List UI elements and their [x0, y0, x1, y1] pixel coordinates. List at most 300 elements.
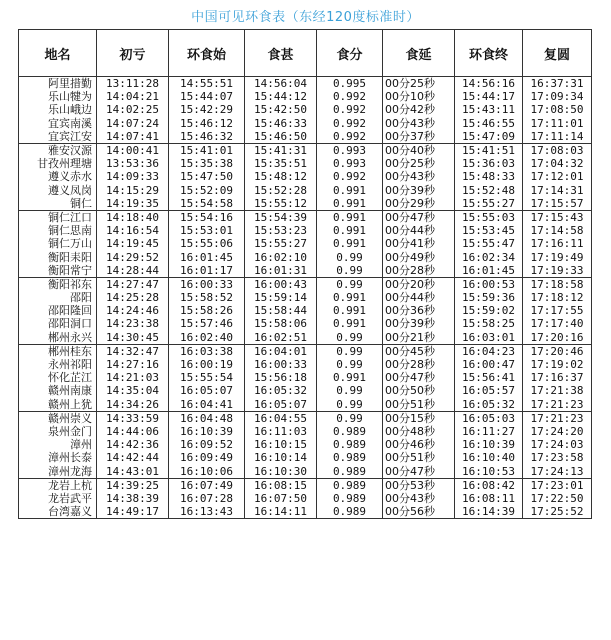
cell-duration: 00分51秒	[383, 451, 455, 464]
table-row	[19, 77, 592, 91]
cell-duration: 00分53秒	[383, 478, 455, 492]
table-row	[19, 438, 592, 451]
cell-maximum: 15:35:51	[245, 157, 317, 170]
cell-annular-end: 15:46:55	[455, 117, 523, 130]
table-row	[19, 130, 592, 144]
cell-maximum: 16:04:01	[245, 344, 317, 358]
cell-place: 漳州长泰	[19, 451, 97, 464]
cell-annular-start: 15:44:07	[169, 90, 245, 103]
cell-first-contact: 14:35:04	[97, 384, 169, 397]
header-row	[19, 30, 592, 77]
cell-last-contact: 17:21:23	[523, 411, 592, 425]
table-row	[19, 358, 592, 371]
cell-maximum: 15:55:12	[245, 197, 317, 211]
cell-duration: 00分56秒	[383, 505, 455, 519]
cell-annular-start: 16:13:43	[169, 505, 245, 519]
cell-place: 漳州龙海	[19, 464, 97, 478]
cell-first-contact: 14:19:35	[97, 197, 169, 211]
table-row	[19, 210, 592, 224]
cell-annular-start: 15:35:38	[169, 157, 245, 170]
cell-last-contact: 17:15:57	[523, 197, 592, 211]
cell-duration: 00分44秒	[383, 224, 455, 237]
table-row	[19, 170, 592, 183]
cell-place: 永州祁阳	[19, 358, 97, 371]
cell-last-contact: 17:12:01	[523, 170, 592, 183]
table-title: 中国可见环食表（东经120度标准时）	[191, 10, 420, 25]
cell-annular-start: 15:47:50	[169, 170, 245, 183]
cell-annular-start: 16:04:41	[169, 398, 245, 412]
cell-annular-end: 14:56:16	[455, 77, 523, 91]
cell-duration: 00分41秒	[383, 237, 455, 250]
cell-place: 乐山犍为	[19, 90, 97, 103]
cell-maximum: 16:02:10	[245, 250, 317, 263]
cell-maximum: 15:46:50	[245, 130, 317, 144]
cell-maximum: 16:00:33	[245, 358, 317, 371]
cell-duration: 00分25秒	[383, 77, 455, 91]
cell-first-contact: 14:34:26	[97, 398, 169, 412]
cell-annular-end: 15:58:25	[455, 317, 523, 330]
cell-place: 铜仁江口	[19, 210, 97, 224]
cell-first-contact: 14:00:41	[97, 143, 169, 157]
cell-annular-end: 15:48:33	[455, 170, 523, 183]
cell-annular-start: 15:53:01	[169, 224, 245, 237]
cell-first-contact: 14:49:17	[97, 505, 169, 519]
cell-place: 衡阳祁东	[19, 277, 97, 291]
table-row	[19, 384, 592, 397]
cell-first-contact: 14:43:01	[97, 464, 169, 478]
cell-place: 铜仁	[19, 197, 97, 211]
cell-maximum: 15:44:12	[245, 90, 317, 103]
cell-magnitude: 0.99	[317, 264, 383, 278]
cell-place: 遵义凤岗	[19, 184, 97, 197]
cell-annular-start: 15:42:29	[169, 103, 245, 116]
cell-annular-start: 16:07:28	[169, 492, 245, 505]
cell-last-contact: 17:16:11	[523, 237, 592, 250]
cell-duration: 00分49秒	[383, 250, 455, 263]
cell-annular-start: 15:58:52	[169, 291, 245, 304]
cell-first-contact: 14:02:25	[97, 103, 169, 116]
cell-annular-end: 15:55:27	[455, 197, 523, 211]
cell-first-contact: 14:15:29	[97, 184, 169, 197]
cell-last-contact: 17:19:49	[523, 250, 592, 263]
cell-annular-end: 15:59:36	[455, 291, 523, 304]
header-annular-end: 环食终	[455, 30, 523, 77]
cell-annular-end: 15:52:48	[455, 184, 523, 197]
cell-annular-end: 16:11:27	[455, 425, 523, 438]
cell-first-contact: 14:24:46	[97, 304, 169, 317]
cell-annular-start: 16:05:07	[169, 384, 245, 397]
cell-magnitude: 0.99	[317, 358, 383, 371]
cell-place: 赣州上犹	[19, 398, 97, 412]
cell-first-contact: 13:53:36	[97, 157, 169, 170]
table-row	[19, 90, 592, 103]
cell-annular-start: 16:07:49	[169, 478, 245, 492]
cell-annular-end: 15:43:11	[455, 103, 523, 116]
cell-maximum: 16:00:43	[245, 277, 317, 291]
cell-annular-start: 16:00:33	[169, 277, 245, 291]
cell-annular-end: 16:10:53	[455, 464, 523, 478]
cell-place: 阿里措勤	[19, 77, 97, 91]
header-duration: 食延	[383, 30, 455, 77]
cell-magnitude: 0.993	[317, 157, 383, 170]
header-magnitude: 食分	[317, 30, 383, 77]
cell-last-contact: 17:08:50	[523, 103, 592, 116]
cell-maximum: 15:54:39	[245, 210, 317, 224]
table-row	[19, 197, 592, 211]
cell-maximum: 15:41:31	[245, 143, 317, 157]
cell-annular-start: 15:52:09	[169, 184, 245, 197]
cell-magnitude: 0.99	[317, 344, 383, 358]
cell-magnitude: 0.989	[317, 451, 383, 464]
cell-annular-start: 15:55:06	[169, 237, 245, 250]
cell-duration: 00分45秒	[383, 344, 455, 358]
table-row	[19, 117, 592, 130]
table-row	[19, 277, 592, 291]
cell-magnitude: 0.993	[317, 143, 383, 157]
cell-last-contact: 17:15:43	[523, 210, 592, 224]
cell-magnitude: 0.99	[317, 250, 383, 263]
cell-first-contact: 14:33:59	[97, 411, 169, 425]
cell-magnitude: 0.99	[317, 331, 383, 345]
header-first-contact: 初亏	[97, 30, 169, 77]
cell-annular-end: 15:41:51	[455, 143, 523, 157]
cell-annular-start: 16:01:17	[169, 264, 245, 278]
cell-magnitude: 0.989	[317, 478, 383, 492]
cell-annular-start: 15:46:32	[169, 130, 245, 144]
cell-duration: 00分21秒	[383, 331, 455, 345]
cell-annular-end: 16:00:47	[455, 358, 523, 371]
cell-duration: 00分39秒	[383, 317, 455, 330]
cell-annular-end: 15:47:09	[455, 130, 523, 144]
header-annular-start: 环食始	[169, 30, 245, 77]
cell-annular-end: 15:53:45	[455, 224, 523, 237]
cell-last-contact: 17:09:34	[523, 90, 592, 103]
cell-magnitude: 0.989	[317, 425, 383, 438]
cell-first-contact: 14:23:38	[97, 317, 169, 330]
cell-maximum: 16:10:30	[245, 464, 317, 478]
cell-duration: 00分47秒	[383, 464, 455, 478]
cell-maximum: 16:04:55	[245, 411, 317, 425]
cell-magnitude: 0.995	[317, 77, 383, 91]
header-last-contact: 复圆	[523, 30, 592, 77]
cell-maximum: 15:56:18	[245, 371, 317, 384]
cell-last-contact: 17:24:20	[523, 425, 592, 438]
cell-last-contact: 17:24:03	[523, 438, 592, 451]
cell-annular-end: 15:44:17	[455, 90, 523, 103]
cell-duration: 00分47秒	[383, 371, 455, 384]
cell-maximum: 15:59:14	[245, 291, 317, 304]
cell-magnitude: 0.992	[317, 90, 383, 103]
table-row	[19, 184, 592, 197]
table-row	[19, 451, 592, 464]
cell-duration: 00分40秒	[383, 143, 455, 157]
cell-last-contact: 17:20:46	[523, 344, 592, 358]
table-row	[19, 478, 592, 492]
cell-last-contact: 17:18:58	[523, 277, 592, 291]
cell-magnitude: 0.991	[317, 210, 383, 224]
cell-first-contact: 14:25:28	[97, 291, 169, 304]
cell-place: 怀化芷江	[19, 371, 97, 384]
cell-maximum: 16:11:03	[245, 425, 317, 438]
table-row	[19, 224, 592, 237]
cell-magnitude: 0.991	[317, 224, 383, 237]
cell-duration: 00分15秒	[383, 411, 455, 425]
cell-place: 宜宾江安	[19, 130, 97, 144]
table-row	[19, 304, 592, 317]
cell-maximum: 16:10:14	[245, 451, 317, 464]
cell-place: 郴州永兴	[19, 331, 97, 345]
cell-annular-end: 16:05:32	[455, 398, 523, 412]
cell-duration: 00分43秒	[383, 170, 455, 183]
table-row	[19, 237, 592, 250]
cell-magnitude: 0.99	[317, 384, 383, 397]
cell-place: 衡阳耒阳	[19, 250, 97, 263]
cell-duration: 00分47秒	[383, 210, 455, 224]
cell-annular-start: 15:55:54	[169, 371, 245, 384]
table-row	[19, 425, 592, 438]
cell-magnitude: 0.992	[317, 103, 383, 116]
cell-last-contact: 17:22:50	[523, 492, 592, 505]
table-row	[19, 103, 592, 116]
cell-place: 赣州崇义	[19, 411, 97, 425]
cell-maximum: 16:01:31	[245, 264, 317, 278]
table-row	[19, 264, 592, 278]
table-row	[19, 344, 592, 358]
cell-duration: 00分43秒	[383, 492, 455, 505]
cell-place: 漳州	[19, 438, 97, 451]
cell-last-contact: 17:24:13	[523, 464, 592, 478]
cell-last-contact: 17:18:12	[523, 291, 592, 304]
cell-annular-end: 16:08:42	[455, 478, 523, 492]
cell-last-contact: 17:20:16	[523, 331, 592, 345]
cell-magnitude: 0.989	[317, 438, 383, 451]
cell-annular-end: 16:10:40	[455, 451, 523, 464]
cell-duration: 00分29秒	[383, 197, 455, 211]
cell-last-contact: 17:16:37	[523, 371, 592, 384]
table-row	[19, 505, 592, 519]
cell-maximum: 15:58:06	[245, 317, 317, 330]
cell-last-contact: 17:11:14	[523, 130, 592, 144]
cell-annular-end: 16:05:03	[455, 411, 523, 425]
cell-first-contact: 14:04:21	[97, 90, 169, 103]
cell-place: 宜宾南溪	[19, 117, 97, 130]
cell-maximum: 16:10:15	[245, 438, 317, 451]
cell-annular-start: 15:46:12	[169, 117, 245, 130]
cell-place: 遵义赤水	[19, 170, 97, 183]
cell-last-contact: 17:23:58	[523, 451, 592, 464]
cell-place: 龙岩上杭	[19, 478, 97, 492]
cell-duration: 00分36秒	[383, 304, 455, 317]
cell-annular-end: 15:36:03	[455, 157, 523, 170]
cell-duration: 00分51秒	[383, 398, 455, 412]
cell-last-contact: 17:17:55	[523, 304, 592, 317]
cell-last-contact: 17:23:01	[523, 478, 592, 492]
cell-place: 龙岩武平	[19, 492, 97, 505]
cell-magnitude: 0.992	[317, 117, 383, 130]
cell-annular-end: 16:08:11	[455, 492, 523, 505]
cell-annular-start: 15:54:16	[169, 210, 245, 224]
cell-annular-start: 16:02:40	[169, 331, 245, 345]
cell-magnitude: 0.992	[317, 170, 383, 183]
cell-maximum: 16:05:32	[245, 384, 317, 397]
cell-annular-start: 15:41:01	[169, 143, 245, 157]
cell-last-contact: 17:14:58	[523, 224, 592, 237]
table-row	[19, 411, 592, 425]
cell-maximum: 15:53:23	[245, 224, 317, 237]
cell-annular-start: 15:57:46	[169, 317, 245, 330]
cell-first-contact: 14:16:54	[97, 224, 169, 237]
cell-duration: 00分44秒	[383, 291, 455, 304]
cell-annular-end: 15:55:47	[455, 237, 523, 250]
cell-annular-start: 16:03:38	[169, 344, 245, 358]
cell-annular-start: 16:01:45	[169, 250, 245, 263]
cell-maximum: 15:48:12	[245, 170, 317, 183]
cell-place: 铜仁思南	[19, 224, 97, 237]
cell-annular-end: 15:56:41	[455, 371, 523, 384]
cell-first-contact: 14:42:36	[97, 438, 169, 451]
cell-place: 邵阳洞口	[19, 317, 97, 330]
cell-maximum: 16:07:50	[245, 492, 317, 505]
cell-annular-start: 14:55:51	[169, 77, 245, 91]
cell-duration: 00分25秒	[383, 157, 455, 170]
cell-first-contact: 14:39:25	[97, 478, 169, 492]
cell-duration: 00分28秒	[383, 264, 455, 278]
cell-last-contact: 16:37:31	[523, 77, 592, 91]
cell-annular-start: 16:10:39	[169, 425, 245, 438]
eclipse-table-wrap	[18, 29, 592, 519]
cell-last-contact: 17:17:40	[523, 317, 592, 330]
cell-annular-start: 16:00:19	[169, 358, 245, 371]
header-maximum: 食甚	[245, 30, 317, 77]
cell-first-contact: 13:11:28	[97, 77, 169, 91]
cell-annular-start: 16:09:52	[169, 438, 245, 451]
cell-annular-start: 16:09:49	[169, 451, 245, 464]
cell-place: 泉州金门	[19, 425, 97, 438]
table-row	[19, 371, 592, 384]
cell-annular-start: 16:10:06	[169, 464, 245, 478]
cell-place: 雅安汉源	[19, 143, 97, 157]
cell-last-contact: 17:04:32	[523, 157, 592, 170]
table-row	[19, 331, 592, 345]
cell-place: 甘孜州理塘	[19, 157, 97, 170]
cell-duration: 00分50秒	[383, 384, 455, 397]
cell-place: 邵阳	[19, 291, 97, 304]
cell-place: 铜仁万山	[19, 237, 97, 250]
cell-magnitude: 0.991	[317, 371, 383, 384]
table-row	[19, 291, 592, 304]
cell-place: 邵阳隆回	[19, 304, 97, 317]
cell-duration: 00分46秒	[383, 438, 455, 451]
table-row	[19, 492, 592, 505]
cell-magnitude: 0.991	[317, 304, 383, 317]
cell-first-contact: 14:32:47	[97, 344, 169, 358]
cell-last-contact: 17:21:38	[523, 384, 592, 397]
cell-magnitude: 0.991	[317, 291, 383, 304]
cell-duration: 00分28秒	[383, 358, 455, 371]
cell-first-contact: 14:42:44	[97, 451, 169, 464]
cell-place: 台湾嘉义	[19, 505, 97, 519]
cell-duration: 00分42秒	[383, 103, 455, 116]
cell-first-contact: 14:38:39	[97, 492, 169, 505]
cell-annular-end: 15:55:03	[455, 210, 523, 224]
cell-magnitude: 0.991	[317, 237, 383, 250]
table-row	[19, 250, 592, 263]
cell-annular-start: 15:54:58	[169, 197, 245, 211]
cell-magnitude: 0.99	[317, 398, 383, 412]
cell-maximum: 15:55:27	[245, 237, 317, 250]
cell-last-contact: 17:21:23	[523, 398, 592, 412]
cell-first-contact: 14:19:45	[97, 237, 169, 250]
cell-annular-start: 15:58:26	[169, 304, 245, 317]
cell-maximum: 16:14:11	[245, 505, 317, 519]
cell-first-contact: 14:18:40	[97, 210, 169, 224]
cell-first-contact: 14:27:16	[97, 358, 169, 371]
cell-last-contact: 17:11:01	[523, 117, 592, 130]
cell-maximum: 15:58:44	[245, 304, 317, 317]
cell-first-contact: 14:07:41	[97, 130, 169, 144]
cell-maximum: 16:02:51	[245, 331, 317, 345]
table-body	[19, 77, 592, 519]
cell-first-contact: 14:29:52	[97, 250, 169, 263]
cell-magnitude: 0.99	[317, 277, 383, 291]
cell-magnitude: 0.989	[317, 492, 383, 505]
cell-place: 衡阳常宁	[19, 264, 97, 278]
cell-last-contact: 17:19:33	[523, 264, 592, 278]
cell-maximum: 14:56:04	[245, 77, 317, 91]
cell-last-contact: 17:08:03	[523, 143, 592, 157]
cell-maximum: 15:42:50	[245, 103, 317, 116]
table-row	[19, 398, 592, 412]
table-row	[19, 464, 592, 478]
cell-annular-end: 16:02:34	[455, 250, 523, 263]
cell-place: 乐山峨边	[19, 103, 97, 116]
cell-first-contact: 14:30:45	[97, 331, 169, 345]
cell-magnitude: 0.989	[317, 505, 383, 519]
eclipse-table	[18, 29, 592, 519]
cell-annular-start: 16:04:48	[169, 411, 245, 425]
cell-maximum: 15:52:28	[245, 184, 317, 197]
cell-first-contact: 14:44:06	[97, 425, 169, 438]
cell-last-contact: 17:14:31	[523, 184, 592, 197]
cell-annular-end: 16:10:39	[455, 438, 523, 451]
cell-duration: 00分10秒	[383, 90, 455, 103]
cell-last-contact: 17:25:52	[523, 505, 592, 519]
cell-annular-end: 16:03:01	[455, 331, 523, 345]
header-place: 地名	[19, 30, 97, 77]
cell-maximum: 16:08:15	[245, 478, 317, 492]
cell-first-contact: 14:28:44	[97, 264, 169, 278]
cell-annular-end: 16:01:45	[455, 264, 523, 278]
cell-annular-end: 16:00:53	[455, 277, 523, 291]
cell-annular-end: 16:14:39	[455, 505, 523, 519]
cell-magnitude: 0.989	[317, 464, 383, 478]
cell-magnitude: 0.991	[317, 184, 383, 197]
table-row	[19, 143, 592, 157]
cell-annular-end: 16:05:57	[455, 384, 523, 397]
cell-magnitude: 0.99	[317, 411, 383, 425]
cell-first-contact: 14:21:03	[97, 371, 169, 384]
cell-magnitude: 0.991	[317, 197, 383, 211]
cell-duration: 00分37秒	[383, 130, 455, 144]
cell-maximum: 16:05:07	[245, 398, 317, 412]
cell-first-contact: 14:09:33	[97, 170, 169, 183]
cell-place: 郴州桂东	[19, 344, 97, 358]
cell-first-contact: 14:07:24	[97, 117, 169, 130]
table-row	[19, 157, 592, 170]
cell-maximum: 15:46:33	[245, 117, 317, 130]
cell-annular-end: 15:59:02	[455, 304, 523, 317]
cell-duration: 00分20秒	[383, 277, 455, 291]
